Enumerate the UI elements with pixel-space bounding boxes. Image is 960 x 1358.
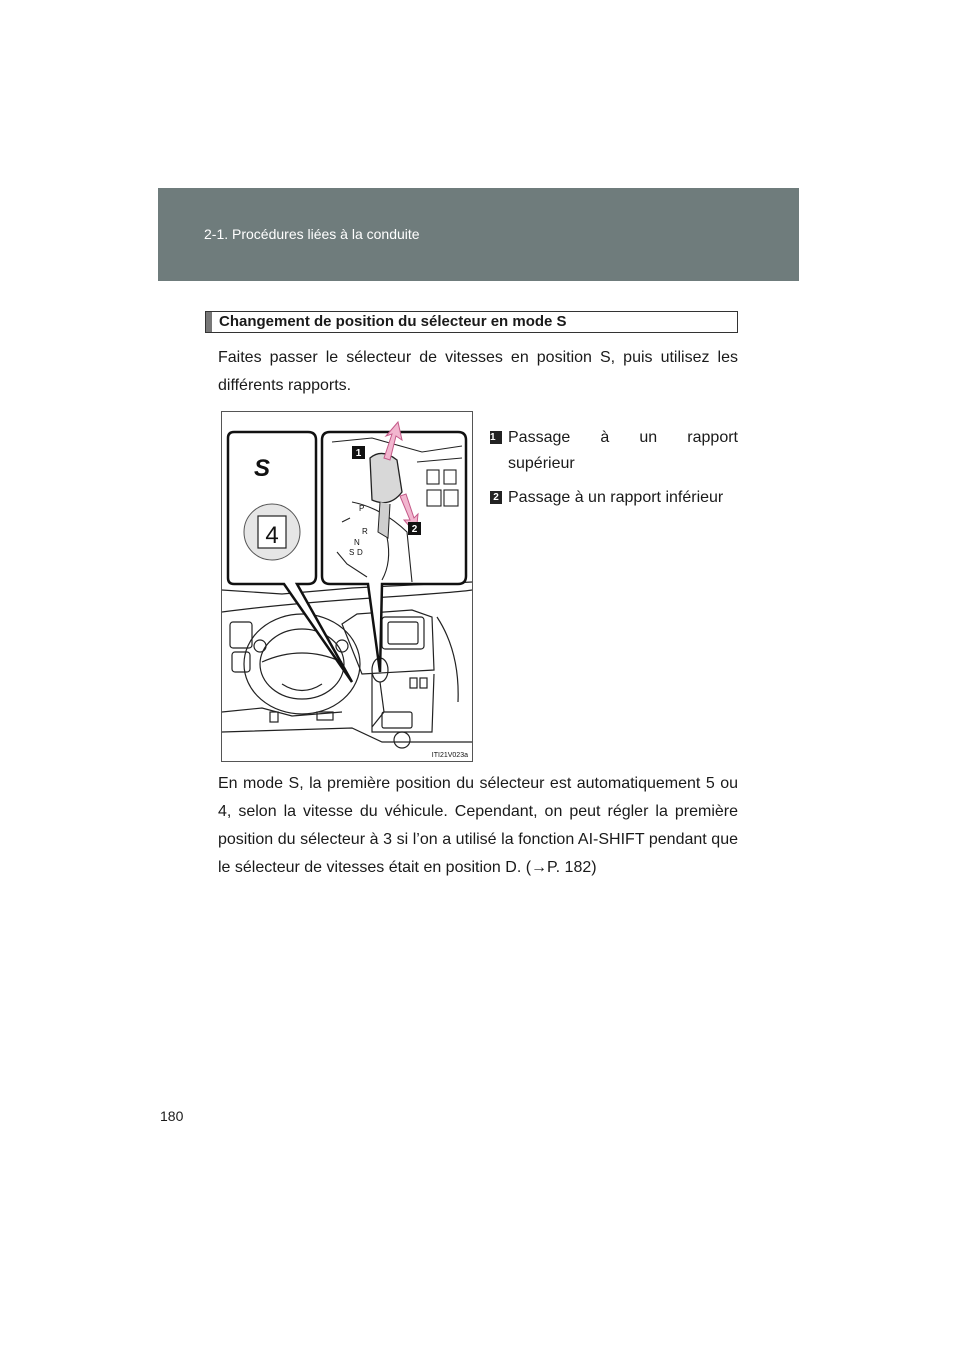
subsection-heading	[205, 311, 738, 333]
intro-paragraph: Faites passer le sélecteur de vitesses en position S, puis utilisez les différents rapports.	[218, 349, 738, 394]
svg-text:P: P	[359, 504, 365, 513]
cockpit-drawing	[222, 582, 472, 748]
legend-item-downshift	[490, 485, 738, 511]
page-reference: P. 182)	[547, 859, 597, 876]
legend-item-upshift	[490, 425, 738, 477]
figure-code: ITI21V023a	[431, 752, 468, 759]
shift-lever-illustration	[221, 411, 473, 762]
callout-2-number: 2	[411, 524, 418, 535]
legend-text-cont: supérieur	[508, 455, 575, 472]
illustration-svg	[222, 412, 472, 761]
svg-text:R: R	[362, 527, 368, 536]
legend-badge: 2	[490, 491, 502, 504]
legend-text: Passage à un rapport inférieur	[508, 489, 724, 506]
arrow-glyph: →	[531, 859, 548, 876]
legend-badge: 1	[490, 431, 502, 444]
heading-text: Changement de position du sélecteur en mode S	[219, 313, 567, 330]
svg-text:D: D	[357, 548, 363, 557]
shift-lever-knob	[370, 453, 402, 502]
section-title: 2-1. Procédures liées à la conduite	[204, 226, 420, 242]
figure-legend	[490, 425, 738, 519]
shift-lever-stem	[378, 502, 390, 538]
gear-number: 4	[265, 522, 279, 549]
svg-text:S: S	[349, 548, 355, 557]
legend-text: Passage à un rapport	[508, 429, 738, 446]
svg-text:N: N	[354, 538, 360, 547]
page-number: 180	[160, 1108, 184, 1124]
body-text: En mode S, la première position du sélecteur est automatiquement 5 ou 4, selon la vitesse du véhicule. Cependant, on peut régler la première position du sélecteur à 3 si l’on a utilisé la fonction AI-SHIFT pendant que le sélecteur de vitesses était en position D. (	[218, 775, 738, 876]
callout-1-number: 1	[355, 448, 362, 459]
header-band	[158, 188, 799, 281]
mode-letter: S	[253, 455, 271, 482]
heading-bar	[206, 312, 212, 332]
body-paragraph	[218, 770, 738, 882]
